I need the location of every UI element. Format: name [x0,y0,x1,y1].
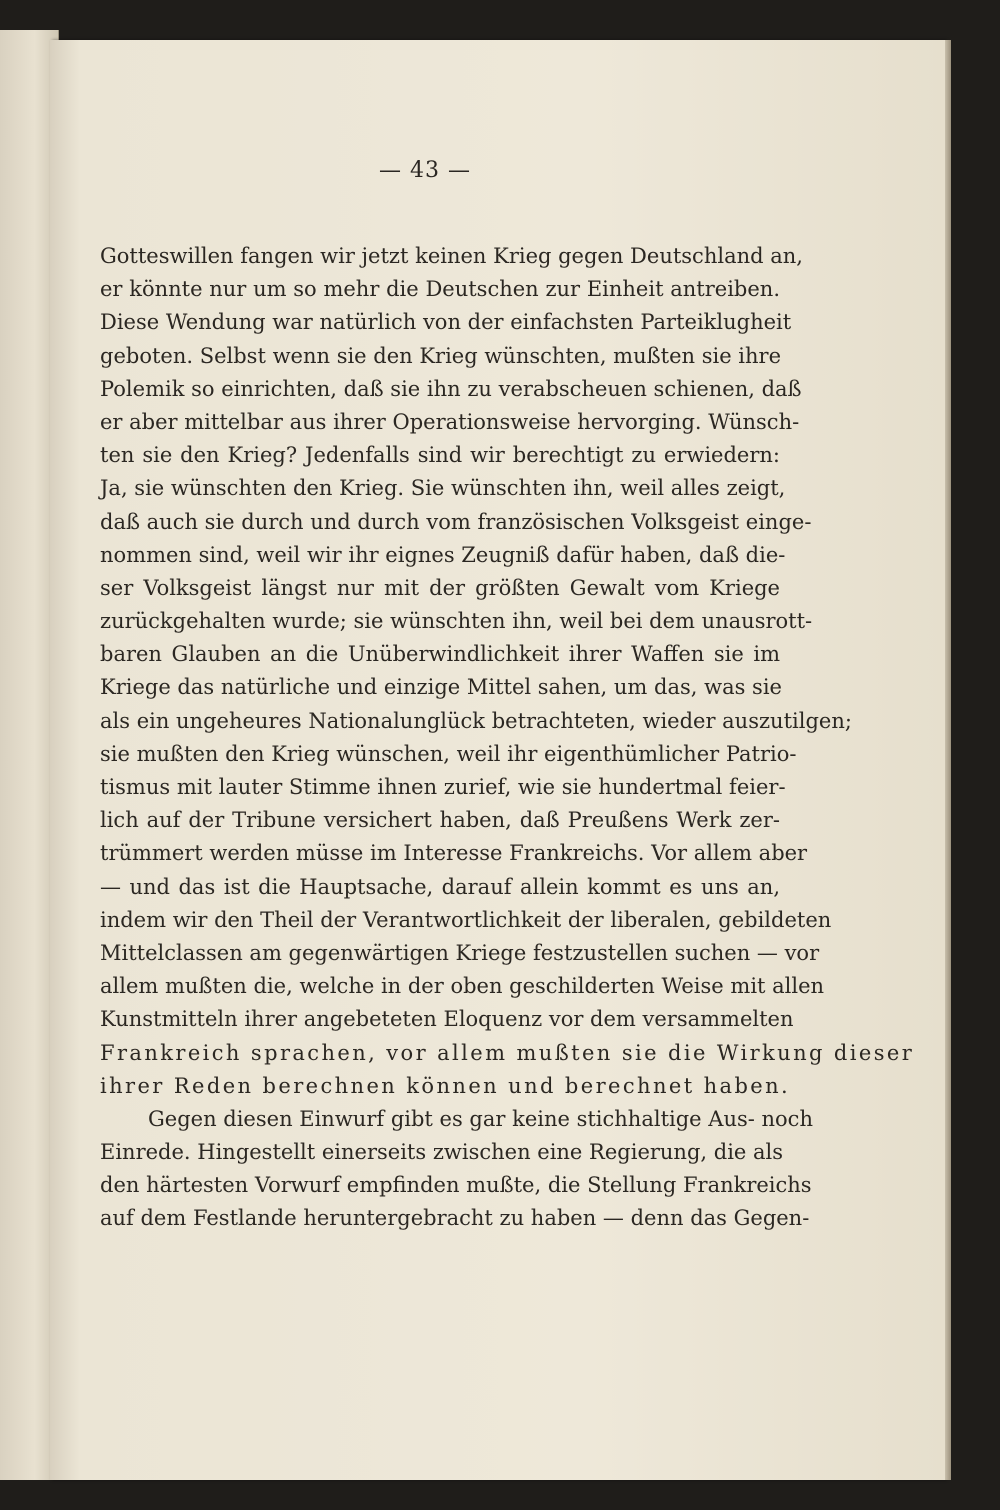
text-line: den härtesten Vorwurf empfinden mußte, die Stellung Frankreichs [100,1173,812,1198]
text-line: ten sie den Krieg? Jedenfalls sind wir berechtigt zu erwiedern: [100,443,780,468]
text-line: sie mußten den Krieg wünschen, weil ihr eigenthümlicher Patrio- [100,741,797,766]
text-line: ser Volksgeist längst nur mit der größten Gewalt vom Kriege [100,575,780,600]
page-edge [945,40,951,1480]
text-line: Ja, sie wünschten den Krieg. Sie wünschten ihn, weil alles zeigt, [100,476,786,501]
text-line: — und das ist die Hauptsache, darauf allein kommt es uns an, [100,874,780,899]
text-line: Kriege das natürliche und einzige Mittel sahen, um das, was sie [100,675,782,700]
text-line: auf dem Festlande heruntergebracht zu haben — denn das Gegen- [100,1206,810,1231]
text-line: er könnte nur um so mehr die Deutschen zur Einheit antreiben. [100,277,780,302]
text-line: zurückgehalten wurde; sie wünschten ihn, weil bei dem unausrott- [100,609,813,634]
text-line: nommen sind, weil wir ihr eignes Zeugniß dafür haben, daß die- [100,542,786,567]
text-line: Einrede. Hingestellt einerseits zwischen eine Regierung, die als [100,1140,784,1165]
text-line: Polemik so einrichten, daß sie ihn zu verabscheuen schienen, daß [100,376,802,401]
text-line: trümmert werden müsse im Interesse Frankreichs. Vor allem aber [100,841,808,866]
text-line: Gotteswillen fangen wir jetzt keinen Krieg gegen Deutschland an, [100,244,803,268]
text-line-emphasis: ihrer Reden berechnen können und berechnet haben. [100,1073,791,1098]
page-number: — 43 — [379,158,471,183]
body-text [100,240,915,1236]
text-line: allem mußten die, welche in der oben geschilderten Weise mit allen [100,974,825,999]
text-line: als ein ungeheures Nationalunglück betrachteten, wieder auszutilgen; [100,708,852,733]
text-line: lich auf der Tribune versichert haben, daß Preußens Werk zer- [100,808,780,833]
paragraph-start-line: Gegen diesen Einwurf gibt es gar keine stichhaltige Aus- noch [148,1106,813,1131]
text-line: Kunstmitteln ihrer angebeteten Eloquenz vor dem versammelten [100,1007,794,1032]
text-line: indem wir den Theil der Verantwortlichkeit der liberalen, gebildeten [100,907,832,932]
text-line: Mittelclassen am gegenwärtigen Kriege festzustellen suchen — vor [100,940,820,965]
text-line: geboten. Selbst wenn sie den Krieg wünschten, mußten sie ihre [100,343,782,368]
text-line-emphasis: Frankreich sprachen, vor allem mußten sie die Wirkung dieser [100,1040,915,1065]
text-line: Diese Wendung war natürlich von der einfachsten Parteiklugheit [100,310,792,335]
text-line: tismus mit lauter Stimme ihnen zurief, wie sie hundertmal feier- [100,775,786,799]
text-line: daß auch sie durch und durch vom französischen Volksgeist einge- [100,509,812,534]
text-line: baren Glauben an die Unüberwindlichkeit ihrer Waffen sie im [100,642,780,667]
text-line: er aber mittelbar aus ihrer Operationsweise hervorging. Wünsch- [100,409,800,434]
